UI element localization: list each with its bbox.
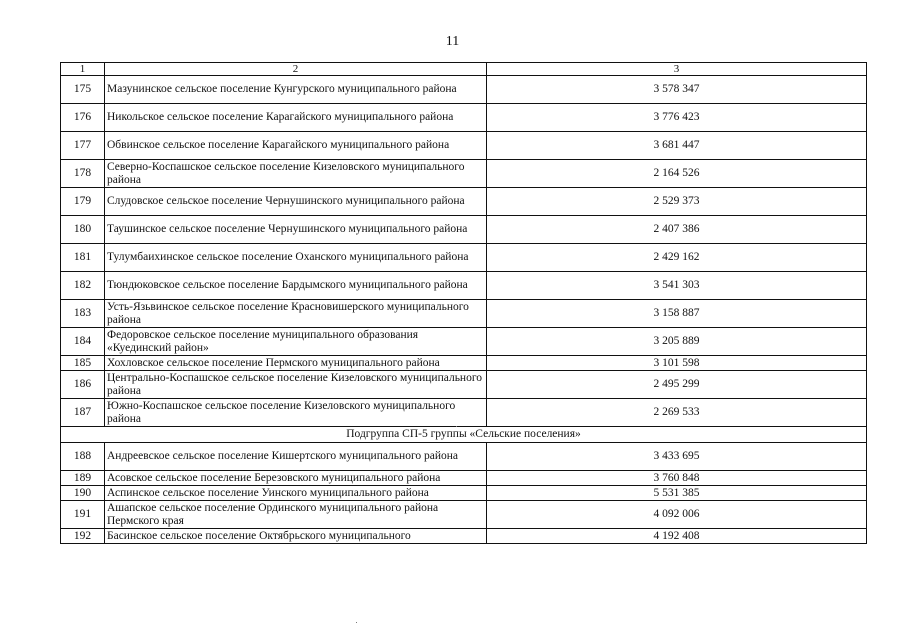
amount-value: 3 101 598 <box>487 356 867 371</box>
table-row <box>61 272 867 300</box>
row-number: 177 <box>61 132 105 160</box>
settlement-name: Хохловское сельское поселение Пермского муниципального района <box>105 356 487 371</box>
subgroup-title: Подгруппа СП-5 группы «Сельские поселения» <box>61 427 867 443</box>
table-row <box>61 371 867 399</box>
column-header-name: 2 <box>105 63 487 76</box>
amount-value: 2 529 373 <box>487 188 867 216</box>
table-row <box>61 486 867 501</box>
settlement-name: Асовское сельское поселение Березовского муниципального района <box>105 471 487 486</box>
row-number: 185 <box>61 356 105 371</box>
row-number: 189 <box>61 471 105 486</box>
table-row <box>61 328 867 356</box>
row-number: 182 <box>61 272 105 300</box>
table-row <box>61 132 867 160</box>
settlement-name: Усть-Язьвинское сельское поселение Красновишерского муниципального района <box>105 300 487 328</box>
amount-value: 3 541 303 <box>487 272 867 300</box>
amount-value: 2 269 533 <box>487 399 867 427</box>
settlement-name: Обвинское сельское поселение Карагайского муниципального района <box>105 132 487 160</box>
amount-value: 2 164 526 <box>487 160 867 188</box>
table-header-row <box>61 63 867 76</box>
row-number: 181 <box>61 244 105 272</box>
column-header-number: 1 <box>61 63 105 76</box>
table-row <box>61 399 867 427</box>
amount-value: 3 158 887 <box>487 300 867 328</box>
settlement-name: Ашапское сельское поселение Ординского муниципального района Пермского края <box>105 501 487 529</box>
settlement-name: Никольское сельское поселение Карагайского муниципального района <box>105 104 487 132</box>
table-row <box>61 443 867 471</box>
amount-value: 3 776 423 <box>487 104 867 132</box>
amount-value: 5 531 385 <box>487 486 867 501</box>
amount-value: 3 578 347 <box>487 76 867 104</box>
table-row <box>61 244 867 272</box>
table-row <box>61 188 867 216</box>
settlement-name: Слудовское сельское поселение Чернушинского муниципального района <box>105 188 487 216</box>
settlement-name: Тюндюковское сельское поселение Бардымского муниципального района <box>105 272 487 300</box>
row-number: 183 <box>61 300 105 328</box>
row-number: 184 <box>61 328 105 356</box>
amount-value: 4 192 408 <box>487 529 867 544</box>
page-number: 11 <box>445 34 460 49</box>
amount-value: 2 429 162 <box>487 244 867 272</box>
scan-speck <box>456 426 457 427</box>
row-number: 190 <box>61 486 105 501</box>
table-row <box>61 216 867 244</box>
table-row <box>61 160 867 188</box>
table-row <box>61 529 867 544</box>
table-row <box>61 356 867 371</box>
row-number: 186 <box>61 371 105 399</box>
row-number: 188 <box>61 443 105 471</box>
row-number: 187 <box>61 399 105 427</box>
settlement-name: Северно-Коспашское сельское поселение Кизеловского муниципального района <box>105 160 487 188</box>
table-row <box>61 300 867 328</box>
amount-value: 4 092 006 <box>487 501 867 529</box>
amount-value: 3 760 848 <box>487 471 867 486</box>
row-number: 180 <box>61 216 105 244</box>
settlement-name: Центрально-Коспашское сельское поселение Кизеловского муниципального района <box>105 371 487 399</box>
table-row <box>61 471 867 486</box>
row-number: 191 <box>61 501 105 529</box>
table-row <box>61 501 867 529</box>
settlement-name: Андреевское сельское поселение Кишертского муниципального района <box>105 443 487 471</box>
row-number: 178 <box>61 160 105 188</box>
settlement-name: Федоровское сельское поселение муниципального образования «Куединский район» <box>105 328 487 356</box>
scan-speck <box>356 622 357 623</box>
settlement-name: Мазунинское сельское поселение Кунгурского муниципального района <box>105 76 487 104</box>
column-header-value: 3 <box>487 63 867 76</box>
amount-value: 2 407 386 <box>487 216 867 244</box>
settlement-name: Аспинское сельское поселение Уинского муниципального района <box>105 486 487 501</box>
row-number: 179 <box>61 188 105 216</box>
amount-value: 3 681 447 <box>487 132 867 160</box>
row-number: 192 <box>61 529 105 544</box>
row-number: 175 <box>61 76 105 104</box>
amount-value: 2 495 299 <box>487 371 867 399</box>
settlement-name: Басинское сельское поселение Октябрьского муниципального <box>105 529 487 544</box>
settlement-name: Тулумбаихинское сельское поселение Оханского муниципального района <box>105 244 487 272</box>
settlement-name: Южно-Коспашское сельское поселение Кизеловского муниципального района <box>105 399 487 427</box>
allocation-table <box>60 62 867 544</box>
amount-value: 3 433 695 <box>487 443 867 471</box>
table-row <box>61 104 867 132</box>
subgroup-row <box>61 427 867 443</box>
row-number: 176 <box>61 104 105 132</box>
settlement-name: Таушинское сельское поселение Чернушинского муниципального района <box>105 216 487 244</box>
table-row <box>61 76 867 104</box>
amount-value: 3 205 889 <box>487 328 867 356</box>
